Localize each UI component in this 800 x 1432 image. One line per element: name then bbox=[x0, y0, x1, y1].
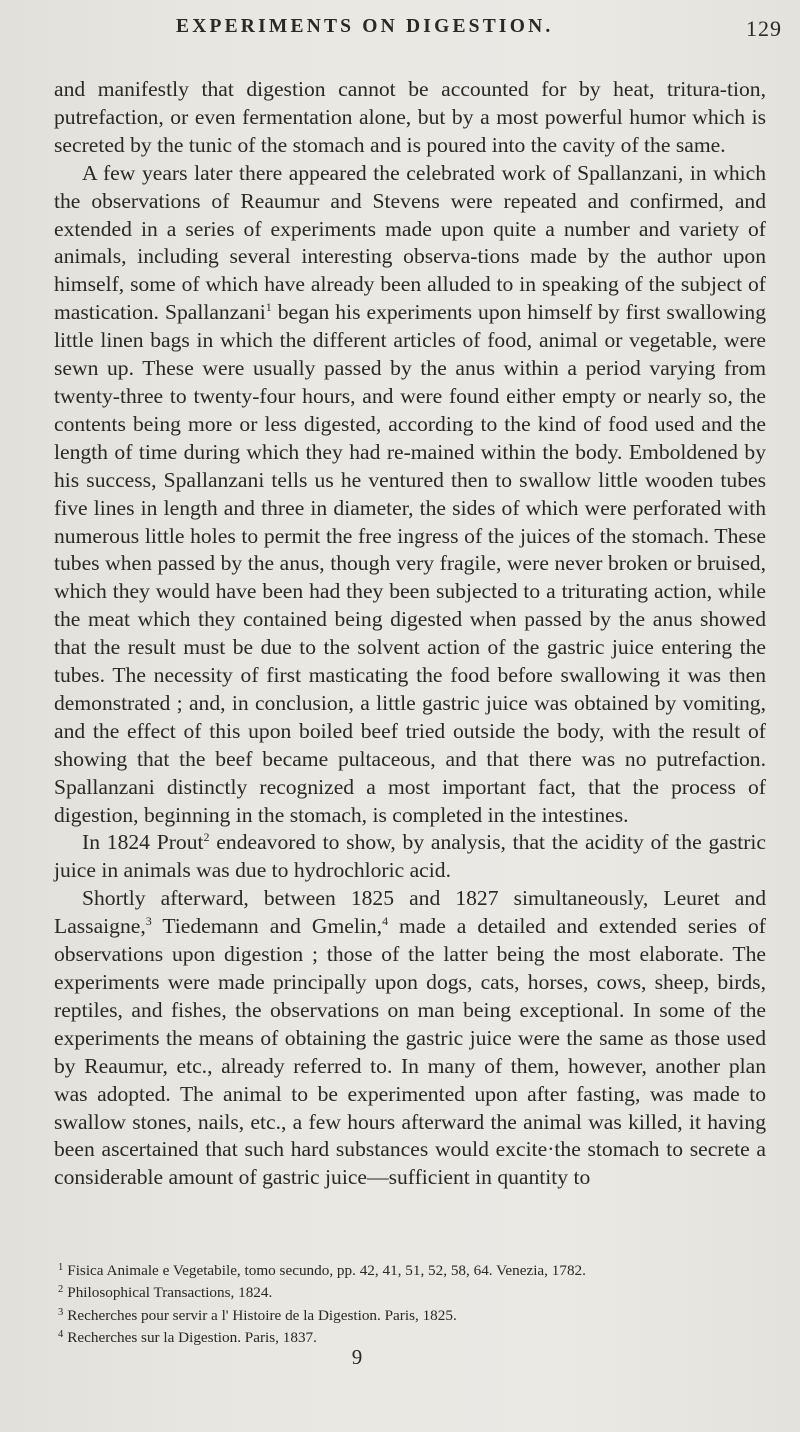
paragraph-text: and manifestly that digestion cannot be accounted for by heat, tritura-tion, putrefaction, or even fermentation alone, but by a most powerful humor which is secreted by the tunic of the stomach and is poured into the cavity of the same. bbox=[54, 77, 766, 157]
footnote-reference: 3 bbox=[145, 914, 152, 929]
paragraph-text: Shortly afterward, between 1825 and 1827 simultaneously, Leuret and Lassaigne, bbox=[54, 886, 766, 939]
paragraph bbox=[54, 160, 766, 830]
page-number: 129 bbox=[746, 16, 782, 41]
signature-mark: 9 bbox=[351, 1345, 363, 1369]
footnote-text: Philosophical Transactions, 1824. bbox=[67, 1284, 273, 1302]
footnote-marker: 3 bbox=[58, 1306, 64, 1318]
paragraph-text: In 1824 Prout bbox=[82, 830, 204, 855]
footnote bbox=[58, 1258, 778, 1280]
footnote-text: Fisica Animale e Vegetabile, tomo secundo, pp. 42, 41, 51, 52, 58, 64. Venezia, 1782. bbox=[67, 1262, 586, 1279]
body-text bbox=[54, 76, 766, 1192]
paragraph bbox=[54, 76, 766, 160]
footnote-text: Recherches sur la Digestion. Paris, 1837. bbox=[67, 1329, 317, 1347]
footnote-text: Recherches pour servir a l' Histoire de la Digestion. Paris, 1825. bbox=[67, 1306, 457, 1324]
running-title: EXPERIMENTS ON DIGESTION. bbox=[176, 16, 554, 37]
running-head bbox=[120, 14, 800, 44]
footnote bbox=[58, 1280, 778, 1302]
footnote-marker: 1 bbox=[58, 1262, 64, 1273]
paragraph bbox=[54, 885, 766, 1192]
footnote-reference: 1 bbox=[265, 300, 272, 315]
footnote-reference: 4 bbox=[382, 914, 389, 929]
paragraph-text: Tiedemann and Gmelin, bbox=[151, 914, 383, 939]
paragraph bbox=[54, 829, 766, 885]
footnote-reference: 2 bbox=[203, 830, 210, 845]
paragraph-text: made a detailed and extended series of observations upon digestion ; those of the latter being the most elaborate. The experiments were made principally upon dogs, cats, horses, cows, sheep, birds, reptiles, and fishes, the observations on man being exceptional. In some of the experiments the means of obtaining the gastric juice were the same as those used by Reaumur, etc., already referred to. In many of them, however, another plan was adopted. The animal to be experimented upon after fasting, was made to swallow stones, nails, etc., a few hours afterward the animal was killed, it having been ascertained that such hard substances would excite·the stomach to secrete a considerable amount of gastric juice—sufficient in quantity to bbox=[54, 914, 766, 1190]
footnote-marker: 4 bbox=[58, 1329, 64, 1341]
paragraph-text: began his experiments upon himself by first swallowing little linen bags in which the different articles of food, animal or vegetable, were sewn up. These were usually passed by the anus within a period varying from twenty-three to twenty-four hours, and were found either empty or nearly so, the contents being more or less digested, according to the kind of food used and the length of time during which they had re-mained within the body. Emboldened by his success, Spallanzani tells us he ventured then to swallow little wooden tubes five lines in length and three in diameter, the sides of which were perforated with numerous little holes to permit the free ingress of the juices of the stomach. These tubes when passed by the anus, though very fragile, were never broken or bruised, which they would have been had they been subjected to a triturating action, while the meat which they contained being digested when passed by the anus showed that the result must be due to the solvent action of the gastric juice entering the tubes. The necessity of first masticating the food before swallowing it was then demonstrated ; and, in conclusion, a little gastric juice was obtained by vomiting, and the effect of this upon boiled beef tried outside the body, with the result of showing that the beef became pultaceous, and that there was no putrefaction. Spallanzani distinctly recognized a most important fact, that the process of digestion, beginning in the stomach, is completed in the intestines. bbox=[54, 300, 767, 827]
paragraph-text: A few years later there appeared the celebrated work of Spallanzani, in which the observations of Reaumur and Stevens were repeated and confirmed, and extended in a series of experiments made upon quite a number and variety of animals, including several interesting observa-tions made by the author upon himself, some of which have already been alluded to in speaking of the subject of mastication. Spallanzani bbox=[54, 160, 766, 325]
paragraph-text: endeavored to show, by analysis, that the acidity of the gastric juice in animals was due to hydrochloric acid. bbox=[54, 830, 766, 883]
footnote-marker: 2 bbox=[58, 1284, 64, 1296]
footnote bbox=[58, 1303, 778, 1325]
footnotes bbox=[58, 1258, 778, 1348]
